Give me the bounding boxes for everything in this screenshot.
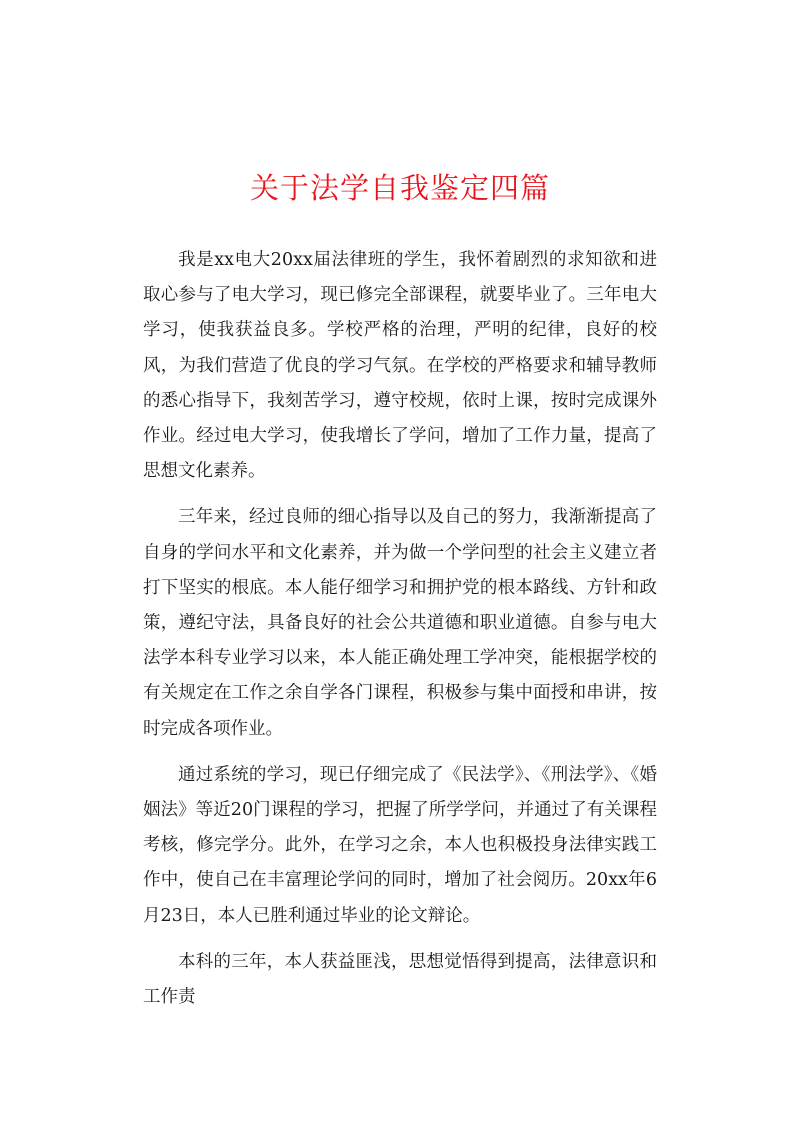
paragraph-3: 通过系统的学习，现已仔细完成了《民法学》、《刑法学》、《婚姻法》等近20门课程的学习，把握了所学学问，并通过了有关课程考核，修完学分。此外，在学习之余，本人也积极投身法律实践工作中，使自己在丰富理论学问的同时，增加了社会阅历。20xx年6月23日，本人已胜利通过毕业的论文辩论。 (143, 764, 657, 926)
document-title: 关于法学自我鉴定四篇 (249, 171, 550, 205)
document-body (143, 243, 657, 1026)
paragraph-1: 我是xx电大20xx届法律班的学生，我怀着剧烈的求知欲和进取心参与了电大学习，现已修完全部课程，就要毕业了。三年电大学习，使我获益良多。学校严格的治理，严明的纪律，良好的校风，为我们营造了优良的学习气氛。在学校的严格要求和辅导教师的悉心指导下，我刻苦学习，遵守校规，依时上课，按时完成课外作业。经过电大学习，使我增长了学问，增加了工作力量，提高了思想文化素养。 (143, 250, 657, 482)
paragraph-4: 本科的三年，本人获益匪浅，思想觉悟得到提高，法律意识和工作责 (143, 951, 657, 1008)
paragraph-2: 三年来，经过良师的细心指导以及自己的努力，我渐渐提高了自身的学问水平和文化素养，并为做一个学问型的社会主义建立者打下坚实的根底。本人能仔细学习和拥护党的根本路线、方针和政策，遵纪守法，具备良好的社会公共道德和职业道德。自参与电大法学本科专业学习以来，本人能正确处理工学冲突，能根据学校的有关规定在工作之余自学各门课程，积极参与集中面授和串讲，按时完成各项作业。 (143, 507, 657, 739)
